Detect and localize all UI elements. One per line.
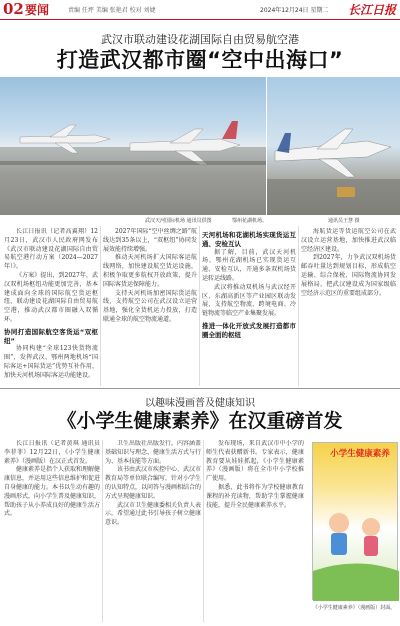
- book-caption: 《小学生健康素养》（漫画版）封面。: [312, 605, 396, 611]
- book-cover-title: 小学生健康素养: [330, 449, 390, 459]
- article1-column-2: [103, 228, 197, 386]
- article2-kicker: 以趣味漫画普及健康知识: [145, 398, 255, 409]
- paragraph: 发布现场，来自武汉市中小学的师生代表获赠新书。专家表示，健康教育要从娃娃抓起，《小学生健康素养》（漫画版）将在全市中小学校推广使用。: [206, 440, 304, 483]
- article2-column-2: [105, 440, 201, 622]
- masthead-logo: 长江日报: [348, 3, 397, 17]
- editor-credits: 责编 任坪 美编 张艳君 校对 刘婕: [68, 7, 156, 14]
- book-cover-image: [308, 442, 400, 616]
- paragraph: 到2027年，力争武汉双机场货邮吞吐量达到规划目标，形成航空运输、综合保税、国际物流协同发展格局，把武汉建设成为国家级临空经济示范区的重要组成部分。: [301, 254, 396, 297]
- paragraph: 长江日报讯（记者高翼翔）12月23日，武汉市人民政府网发布《武汉市联动建设花湖国际自由贸易航空港行动方案（2024—2027年）》。: [4, 228, 98, 271]
- paragraph: 海航货运等货运航空公司在武汉设立运营基地，加快推进武汉临空经济区建设。: [301, 228, 396, 253]
- photo-caption-1: 武汉天河国际机场 通讯员供图: [145, 218, 212, 224]
- paragraph: 长江日报讯（记者黄琪 通讯员李菲菲）12月22日，《小学生健康素养》（漫画版）在汉正式首发。: [4, 440, 100, 465]
- paragraph: 支持天河机场加密国际货运航线，支持航空公司在武汉设立运营基地，强化全货机运力投放，打造联通全球的航空物流通道。: [103, 289, 197, 323]
- article1-column-1: [4, 228, 98, 386]
- article1-boxhead-1: 天河机场和花湖机场实现货运互通、安检互认: [202, 231, 296, 248]
- page-header: [0, 0, 400, 20]
- article1-headline: 打造武汉都市圈“空中出海口”: [56, 48, 344, 72]
- paragraph: 武汉将推动双机场与武汉经开区、东湖高新区等产业园区联动发展，支持航空物流、跨境电商、冷链物流等临空产业集聚发展。: [202, 283, 296, 318]
- issue-date: 2024年12月24日 星期二: [260, 7, 329, 14]
- photo-caption-2: 鄂州花湖机场。: [232, 218, 268, 224]
- paragraph: 健康素养是指个人获取和理解健康信息，并运用这些信息维护和促进自身健康的能力。本书以生动有趣的漫画形式，向小学生普及健康知识，帮助孩子从小养成良好的健康生活方式。: [4, 466, 100, 518]
- article2-column-3: [206, 440, 304, 622]
- article2-headline: 《小学生健康素养》在汉重磅首发: [57, 410, 343, 432]
- airport-photo: [0, 77, 266, 215]
- paragraph: 卫生出版社出版发行，内容涵盖基础知识与理念、健康生活方式与行为、基本技能等方面。: [105, 440, 201, 465]
- paragraph: 推动天河机场扩大国际客运航线网络，加快建设航空货运设施，积极争取更多航权开放政策，提升国际客货运保障能力。: [103, 254, 197, 288]
- article1-photos: [0, 77, 400, 224]
- article1-boxhead-2: 推进一体化开放式发展打造都市圈全面的枢纽: [202, 321, 296, 339]
- paragraph: 据了解，目前，武汉天河机场、鄂州花湖机场已实现货运互通、安检互认，开通多条双机场货运转运线路。: [202, 248, 296, 282]
- article1-subhead: 协同打造国际航空客货运“双枢纽”: [4, 327, 98, 345]
- photo-caption-3: 通讯员王慧 摄: [328, 218, 360, 224]
- paragraph: 2027年国际“空中丝绸之路”航线达到35条以上，“双枢纽”协同发展效能持续增强。: [103, 228, 197, 253]
- paragraph: 该书由武汉市疾控中心、武汉市教育局等单位联合编写，针对小学生的认知特点，以问答与漫画相结合的方式呈现健康知识。: [105, 466, 201, 500]
- paragraph: 据悉，此书将作为学校健康教育课程的补充读物，帮助学生掌握健康技能，提升全民健康素养水平。: [206, 483, 304, 509]
- section-name: 要闻: [25, 3, 50, 17]
- article1-column-4: [301, 228, 396, 386]
- article1-column-3: [202, 228, 296, 386]
- article-separator: [0, 388, 400, 389]
- page-number: 02: [3, 0, 24, 18]
- article2-column-1: [4, 440, 100, 622]
- paragraph: 《方案》提出，到2027年，武汉双机场枢纽功能更加完善，基本建成面向全球的国际航空货运枢纽，联动建设花湖国际自由贸易航空港，推动武汉都市圈融入双循环。: [4, 271, 98, 323]
- cargo-plane-photo: [267, 77, 400, 215]
- article1-kicker: 武汉市联动建设花湖国际自由贸易航空港: [101, 33, 299, 46]
- paragraph: 协同构建“全球123快货物流圈”，发挥武汉、鄂州两地机场“国际客运+国际货运”优势互补作用，加快天河机场国际客运功能建设。: [4, 345, 98, 379]
- paragraph: 武汉市卫生健康委相关负责人表示，希望通过此书引导孩子树立健康意识。: [105, 501, 201, 527]
